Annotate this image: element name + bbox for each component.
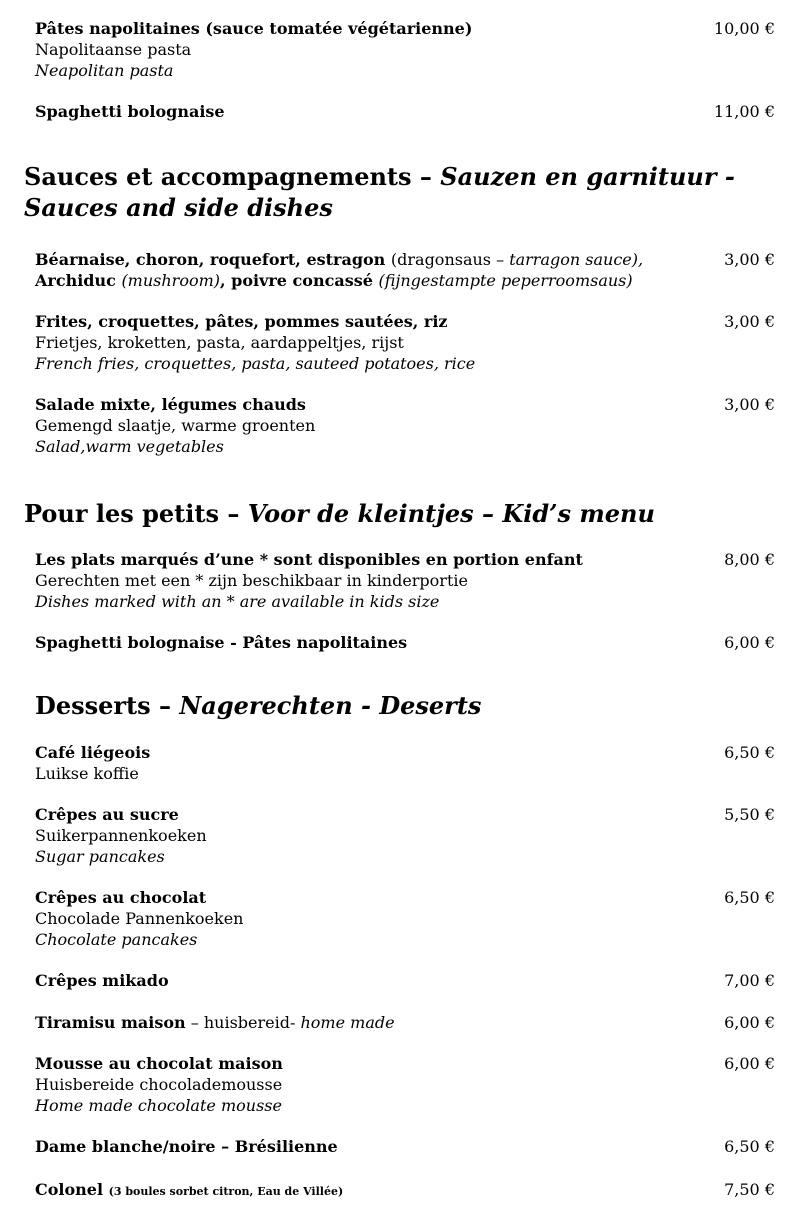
- menu-item: [35, 970, 775, 991]
- item-name-nl: Luikse koffie: [35, 764, 139, 783]
- item-name-en: Home made chocolate mousse: [35, 1096, 282, 1115]
- item-price: 3,00 €: [724, 312, 775, 331]
- item-name-fr: Archiduc: [35, 271, 122, 290]
- item-note-en: (mushroom): [121, 271, 220, 290]
- item-name-fr: Crêpes au chocolat: [35, 888, 207, 907]
- heading-rest: Nagerechten - Deserts: [179, 691, 482, 720]
- item-price: 7,00 €: [724, 971, 775, 990]
- section-heading-kids: [24, 498, 655, 529]
- menu-item: [35, 887, 775, 950]
- menu-item: [35, 249, 775, 291]
- item-name-fr: Crêpes au sucre: [35, 805, 179, 824]
- item-price: 7,50 €: [724, 1180, 775, 1199]
- item-name-fr: Spaghetti bolognaise - Pâtes napolitaines: [35, 633, 408, 652]
- item-name-fr: Café liégeois: [35, 743, 151, 762]
- item-name-nl: Chocolade Pannenkoeken: [35, 909, 244, 928]
- item-price: 6,50 €: [724, 743, 775, 762]
- menu-item: [35, 742, 775, 784]
- menu-item: [35, 1136, 775, 1157]
- item-note-nl: (fijngestampte peperroomsaus): [378, 271, 633, 290]
- item-name-fr: , poivre concassé: [220, 271, 379, 290]
- item-note: (3 boules sorbet citron, Eau de Villée): [108, 1185, 344, 1198]
- item-name-fr: Dame blanche/noire – Brésilienne: [35, 1137, 338, 1156]
- menu-item: [35, 1053, 775, 1116]
- menu-item: [35, 1179, 775, 1202]
- item-price: 10,00 €: [713, 19, 775, 38]
- section-heading-sauces: [24, 161, 735, 223]
- menu-item: [35, 394, 775, 457]
- item-name-en: Chocolate pancakes: [35, 930, 198, 949]
- item-name-nl: Frietjes, kroketten, pasta, aardappeltjes, rijst: [35, 333, 404, 352]
- item-price: 6,00 €: [724, 633, 775, 652]
- item-name-nl: Napolitaanse pasta: [35, 40, 192, 59]
- item-name-nl: Suikerpannenkoeken: [35, 826, 207, 845]
- item-name-fr: Mousse au chocolat maison: [35, 1054, 283, 1073]
- item-note: (dragonsaus –: [390, 250, 510, 269]
- item-price: 11,00 €: [713, 102, 775, 121]
- item-price: 6,00 €: [724, 1054, 775, 1073]
- item-name-en: Salad,warm vegetables: [35, 437, 224, 456]
- item-note-en: tarragon sauce),: [509, 250, 644, 269]
- item-price: 6,50 €: [724, 888, 775, 907]
- item-price: 8,00 €: [724, 550, 775, 569]
- menu-item: [35, 101, 775, 122]
- item-name-nl: – huisbereid-: [185, 1013, 301, 1032]
- item-price: 5,50 €: [724, 805, 775, 824]
- menu-item: [35, 632, 775, 653]
- item-name-nl: Gerechten met een * zijn beschikbaar in kinderportie: [35, 571, 468, 590]
- item-price: 3,00 €: [724, 250, 775, 269]
- item-price: 6,50 €: [724, 1137, 775, 1156]
- menu-item: [35, 311, 775, 374]
- section-heading-desserts: [35, 690, 481, 721]
- heading-fr: Pour les petits –: [24, 499, 248, 528]
- item-name-en: Neapolitan pasta: [35, 61, 174, 80]
- item-name-fr: Pâtes napolitaines (sauce tomatée végétarienne): [35, 19, 473, 38]
- item-name-fr: Crêpes mikado: [35, 971, 169, 990]
- item-price: 6,00 €: [724, 1013, 775, 1032]
- item-name-fr: Les plats marqués d’une * sont disponibles en portion enfant: [35, 550, 583, 569]
- menu-item: [35, 18, 775, 81]
- heading-rest: Voor de kleintjes – Kid’s menu: [247, 499, 655, 528]
- item-price: 3,00 €: [724, 395, 775, 414]
- item-name-en: Sugar pancakes: [35, 847, 165, 866]
- item-name-en: Dishes marked with an * are available in kids size: [35, 592, 440, 611]
- heading-en: Sauces and side dishes: [24, 193, 333, 222]
- heading-fr: Sauces et accompagnements –: [24, 162, 441, 191]
- item-name-nl: Huisbereide chocolademousse: [35, 1075, 283, 1094]
- item-name-nl: Gemengd slaatje, warme groenten: [35, 416, 316, 435]
- item-name-fr: Salade mixte, légumes chauds: [35, 395, 306, 414]
- item-name-fr: Tiramisu maison: [35, 1013, 186, 1032]
- item-name-en: French fries, croquettes, pasta, sauteed potatoes, rice: [35, 354, 476, 373]
- menu-item: [35, 1012, 775, 1033]
- item-name-fr: Frites, croquettes, pâtes, pommes sautées, riz: [35, 312, 448, 331]
- menu-item: [35, 549, 775, 612]
- item-name-fr: Spaghetti bolognaise: [35, 102, 225, 121]
- heading-nl: Sauzen en garnituur -: [440, 162, 735, 191]
- menu-item: [35, 804, 775, 867]
- heading-fr: Desserts –: [35, 691, 180, 720]
- item-name-fr: Béarnaise, choron, roquefort, estragon: [35, 250, 391, 269]
- item-name-en: home made: [300, 1013, 395, 1032]
- item-name-fr: Colonel: [35, 1180, 109, 1199]
